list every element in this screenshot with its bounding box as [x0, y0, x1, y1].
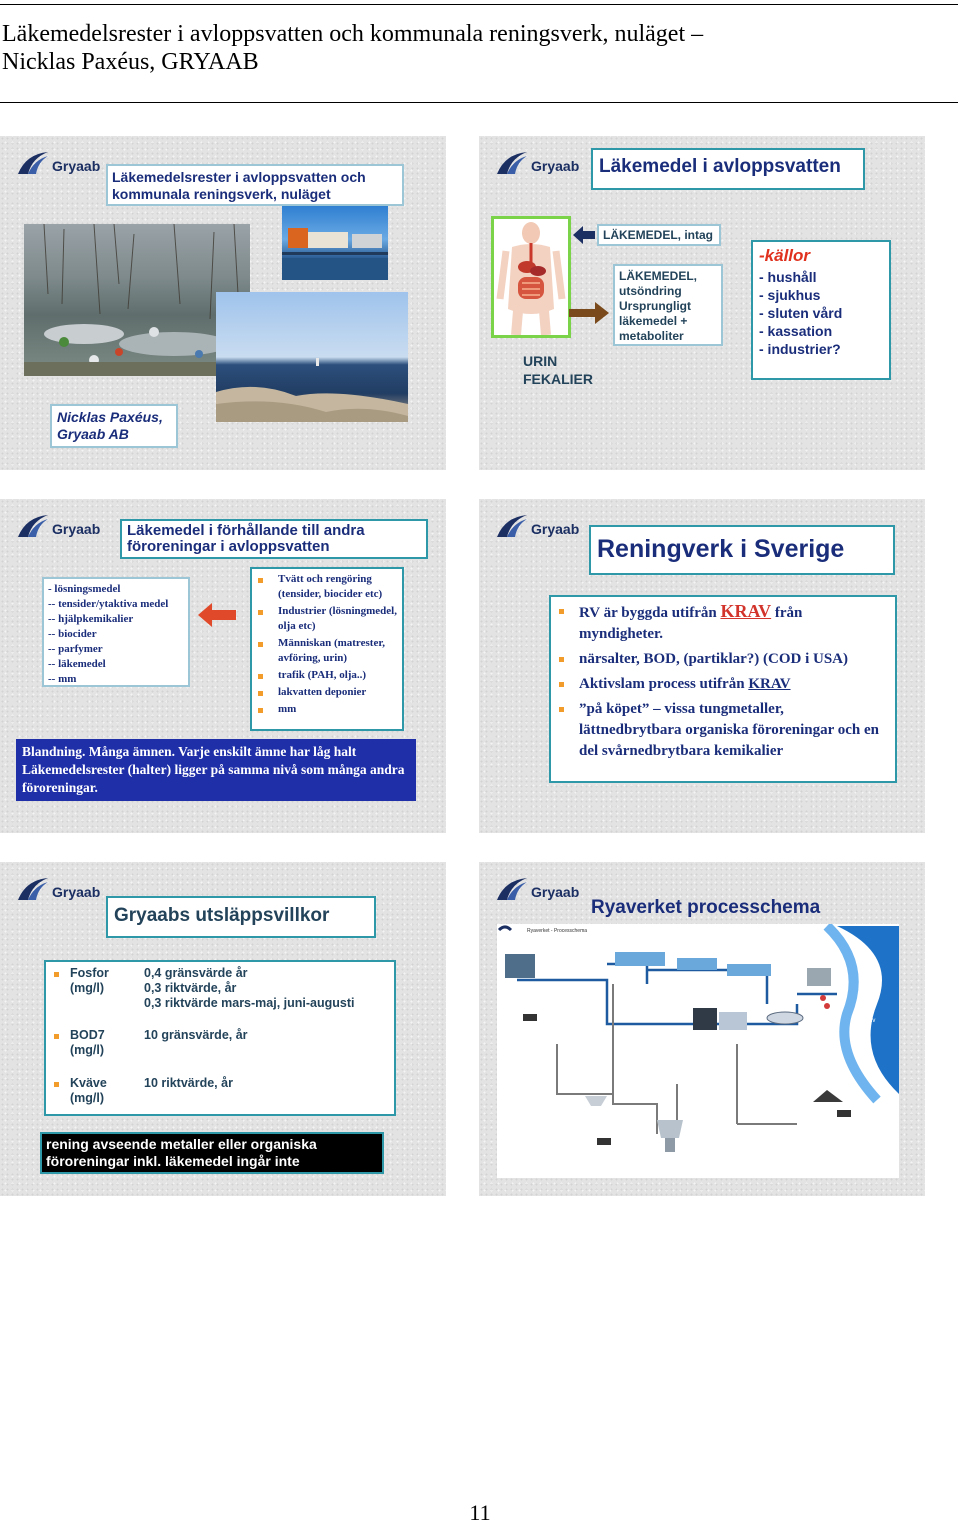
pollution-source-item: Industrier (lösningmedel, olja etc)	[256, 604, 398, 634]
bullet-icon	[54, 1082, 59, 1087]
content-bullet: närsalter, BOD, (partiklar?) (COD i USA)	[557, 649, 889, 670]
author-box: Nicklas Paxéus, Gryaab AB	[50, 404, 178, 448]
gryaab-logo-icon	[16, 513, 50, 539]
process-diagram-graphic	[497, 924, 899, 1178]
logo-text: Gryaab	[531, 521, 580, 537]
pollution-sources-box	[250, 567, 404, 731]
gryaab-logo-icon	[16, 150, 50, 176]
content-bullet: RV är byggda utifrån KRAV från myndigheter.	[557, 601, 889, 645]
pollutant-type-item: -- parfymer	[48, 643, 103, 655]
content-box	[549, 595, 897, 783]
condition-value: 10 riktvärde, år	[144, 1076, 233, 1090]
source-item: - kassation	[759, 323, 833, 339]
pollution-source-item: mm	[256, 702, 398, 717]
arrow-left-icon	[198, 603, 236, 627]
condition-value: 10 gränsvärde, år	[144, 1028, 248, 1042]
condition-value: 0,3 riktvärde, år	[144, 981, 237, 995]
pollutant-type-item: -- mm	[48, 673, 77, 685]
top-rule	[0, 4, 958, 5]
source-item: - industrier?	[759, 341, 841, 357]
content-bullet: Aktivslam process utifrån KRAV	[557, 674, 889, 695]
content-bullet: ”på köpet” – vissa tungmetaller, lättnedbrytbara organiska föroreningar och en del svårnedbrytbara kemikalier	[557, 699, 889, 762]
pollution-source-item: Tvätt och rengöring (tensider, biocider etc)	[256, 572, 398, 602]
slide-title: Läkemedel i avloppsvatten	[591, 148, 865, 190]
slide-title: Ryaverket processchema	[591, 897, 821, 918]
condition-param: Kväve (mg/l)	[70, 1076, 107, 1105]
gryaab-logo-icon	[495, 513, 529, 539]
condition-row	[52, 1076, 388, 1112]
source-item: - hushåll	[759, 269, 817, 285]
logo-text: Gryaab	[52, 158, 101, 174]
source-item: - sluten vård	[759, 305, 843, 321]
page-number: 11	[469, 1500, 491, 1525]
pollutant-types-box	[42, 577, 190, 687]
sources-title: -källor	[759, 246, 811, 265]
gryaab-logo-icon	[16, 876, 50, 902]
source-item: - sjukhus	[759, 287, 821, 303]
pollution-source-item: Människan (matrester, avföring, urin)	[256, 636, 398, 666]
pollutant-type-item: -- hjälpkemikalier	[48, 613, 134, 625]
pollutant-type-item: -- läkemedel	[48, 658, 106, 670]
slide-6	[479, 862, 925, 1196]
slide-title: Gryaabs utsläppsvillkor	[106, 896, 376, 938]
note-box: rening avseende metaller eller organiska föroreningar inkl. läkemedel ingår inte	[40, 1132, 384, 1174]
slide-title: Läkemedelsrester i avloppsvatten och kommunala reningsverk, nuläget	[106, 164, 404, 206]
arrow-left-icon	[573, 226, 595, 244]
bullet-icon	[54, 972, 59, 977]
condition-row	[52, 966, 388, 1028]
logo-text: Gryaab	[531, 884, 580, 900]
logo-text: Gryaab	[52, 884, 101, 900]
slide-title: Läkemedel i förhållande till andra föroreningar i avloppsvatten	[120, 519, 428, 559]
condition-param: BOD7 (mg/l)	[70, 1028, 105, 1057]
intake-label: LÄKEMEDEL, intag	[597, 224, 721, 246]
pollution-source-item: lakvatten deponier	[256, 685, 398, 700]
slide-3	[0, 499, 446, 833]
slide-2	[479, 136, 925, 470]
human-digestive-illustration	[491, 216, 571, 338]
pollution-source-item: trafik (PAH, olja..)	[256, 668, 398, 683]
logo-text: Gryaab	[531, 158, 580, 174]
discharge-conditions-box	[44, 960, 396, 1116]
logo-text: Gryaab	[52, 521, 101, 537]
pollutant-type-item: -- biocider	[48, 628, 97, 640]
bullet-icon	[54, 1034, 59, 1039]
diagram-title: Ryaverket - Processchema	[527, 928, 588, 934]
arrow-right-icon	[569, 302, 609, 324]
slide-title: Reningverk i Sverige	[589, 525, 895, 575]
condition-value: 0,4 gränsvärde år	[144, 966, 248, 980]
pollutant-type-item: - lösningsmedel	[48, 583, 121, 595]
gryaab-logo-icon	[495, 876, 529, 902]
photo-coastline	[216, 292, 408, 422]
slide-1	[0, 136, 446, 470]
river-label: Göta älv	[853, 1018, 876, 1024]
sources-list	[759, 268, 883, 358]
condition-value: 0,3 riktvärde mars-maj, juni-augusti	[144, 996, 355, 1010]
excretion-box: LÄKEMEDEL, utsöndring Ursprungligt läkemedel + metaboliter	[613, 264, 723, 346]
urine-feces-label: URIN FEKALIER	[523, 353, 593, 387]
summary-box: Blandning. Många ämnen. Varje enskilt ämne har låg halt Läkemedelsrester (halter) ligger på samma nivå som många andra föroreningar.	[16, 739, 416, 801]
document-title-line1: Läkemedelsrester i avloppsvatten och kommunala reningsverk, nuläget –	[2, 21, 704, 47]
condition-param: Fosfor (mg/l)	[70, 966, 109, 995]
gryaab-logo-icon	[495, 150, 529, 176]
sources-box	[751, 240, 891, 380]
slide-5	[0, 862, 446, 1196]
document-title	[2, 20, 958, 76]
krav-link: KRAV	[748, 676, 791, 692]
process-diagram	[497, 924, 899, 1178]
krav-highlight: KRAV	[720, 601, 772, 621]
document-title-line2: Nicklas Paxéus, GRYAAB	[2, 49, 259, 75]
slide-4	[479, 499, 925, 833]
title-underline	[0, 102, 958, 103]
pollutant-type-item: -- tensider/ytaktiva medel	[48, 598, 169, 610]
photo-treatment-building	[282, 206, 388, 280]
condition-row	[52, 1028, 388, 1076]
